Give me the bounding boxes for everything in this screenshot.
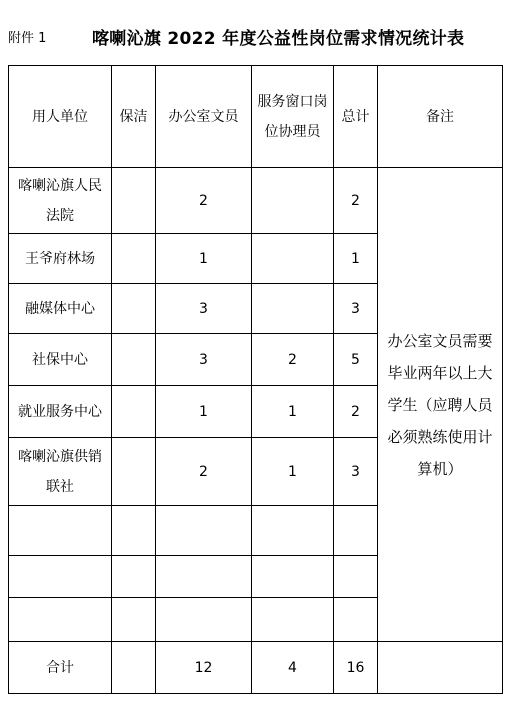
cell-service-window: 1 [252, 438, 334, 506]
cell-office-clerk: 1 [156, 386, 252, 438]
cell-total: 3 [334, 438, 378, 506]
cell-unit: 融媒体中心 [9, 284, 112, 334]
cell-unit [9, 506, 112, 556]
cell-total: 2 [334, 386, 378, 438]
cell-office-clerk: 2 [156, 168, 252, 234]
cell-service-window [252, 234, 334, 284]
cell-total: 3 [334, 284, 378, 334]
cell-service-window [252, 506, 334, 556]
totals-label: 合计 [9, 642, 112, 694]
cell-office-clerk [156, 506, 252, 556]
totals-row [9, 642, 503, 694]
header-row [9, 66, 503, 168]
cell-unit [9, 598, 112, 642]
cell-service-window [252, 556, 334, 598]
totals-cleaning [112, 642, 156, 694]
cell-cleaning [112, 386, 156, 438]
header-office-clerk: 办公室文员 [156, 66, 252, 168]
cell-office-clerk: 2 [156, 438, 252, 506]
cell-total [334, 556, 378, 598]
totals-service-window: 4 [252, 642, 334, 694]
cell-unit: 社保中心 [9, 334, 112, 386]
attachment-label: 附件 1 [8, 31, 47, 46]
cell-cleaning [112, 506, 156, 556]
cell-service-window [252, 284, 334, 334]
cell-service-window [252, 598, 334, 642]
page-title: 喀喇沁旗 2022 年度公益性岗位需求情况统计表 [92, 29, 465, 49]
cell-office-clerk [156, 556, 252, 598]
header-total: 总计 [334, 66, 378, 168]
totals-remarks [378, 642, 503, 694]
cell-office-clerk: 3 [156, 334, 252, 386]
totals-office-clerk: 12 [156, 642, 252, 694]
cell-cleaning [112, 556, 156, 598]
cell-office-clerk [156, 598, 252, 642]
cell-unit [9, 556, 112, 598]
cell-total: 2 [334, 168, 378, 234]
table-row [9, 168, 503, 234]
cell-cleaning [112, 284, 156, 334]
header-cleaning: 保洁 [112, 66, 156, 168]
cell-total [334, 598, 378, 642]
cell-cleaning [112, 598, 156, 642]
header-unit: 用人单位 [9, 66, 112, 168]
cell-total: 5 [334, 334, 378, 386]
cell-total [334, 506, 378, 556]
statistics-table [8, 65, 503, 694]
header-service-window: 服务窗口岗位协理员 [252, 66, 334, 168]
cell-cleaning [112, 438, 156, 506]
cell-unit: 就业服务中心 [9, 386, 112, 438]
remarks-cell: 办公室文员需要毕业两年以上大学生（应聘人员必须熟练使用计算机） [378, 168, 503, 642]
header-remarks: 备注 [378, 66, 503, 168]
cell-office-clerk: 3 [156, 284, 252, 334]
cell-unit: 喀喇沁旗供销联社 [9, 438, 112, 506]
cell-unit: 喀喇沁旗人民法院 [9, 168, 112, 234]
cell-service-window: 1 [252, 386, 334, 438]
cell-cleaning [112, 168, 156, 234]
cell-service-window [252, 168, 334, 234]
cell-service-window: 2 [252, 334, 334, 386]
cell-unit: 王爷府林场 [9, 234, 112, 284]
totals-total: 16 [334, 642, 378, 694]
cell-cleaning [112, 234, 156, 284]
cell-office-clerk: 1 [156, 234, 252, 284]
cell-total: 1 [334, 234, 378, 284]
cell-cleaning [112, 334, 156, 386]
